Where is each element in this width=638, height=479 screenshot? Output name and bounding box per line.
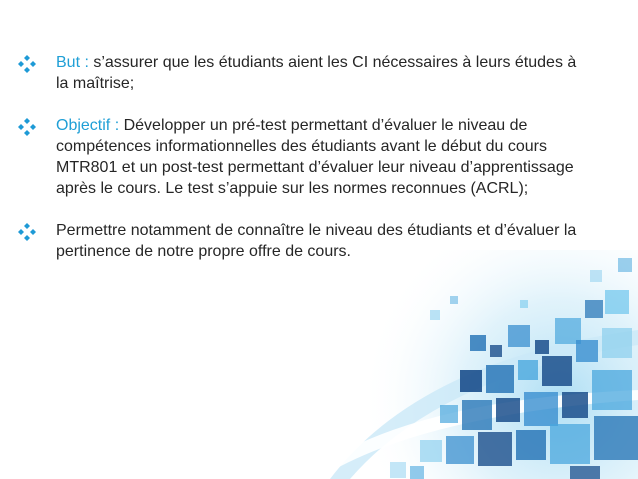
bullet-item-permettre xyxy=(18,220,578,262)
four-diamond-bullet-icon xyxy=(18,55,36,73)
bullet-item-but xyxy=(18,52,578,94)
bullet-list xyxy=(18,52,578,283)
four-diamond-bullet-icon xyxy=(18,223,36,241)
bullet-label: But : xyxy=(56,54,89,71)
four-diamond-bullet-icon xyxy=(18,118,36,136)
bullet-label: Objectif : xyxy=(56,117,120,134)
bullet-item-objectif xyxy=(18,115,578,199)
bullet-text: Développer un pré-test permettant d’évaluer le niveau de compétences informationnelles des étudiants avant le début du cours MTR801 et un post-test permettant d’évaluer leur niveau d’apprentissage après le cours. Le test s’appuie sur les normes reconnues (ACRL); xyxy=(56,117,574,197)
bullet-text: s’assurer que les étudiants aient les CI nécessaires à leurs études à la maîtrise; xyxy=(56,54,577,92)
bullet-text: Permettre notamment de connaître le niveau des étudiants et d’évaluer la pertinence de notre propre offre de cours. xyxy=(56,222,577,260)
